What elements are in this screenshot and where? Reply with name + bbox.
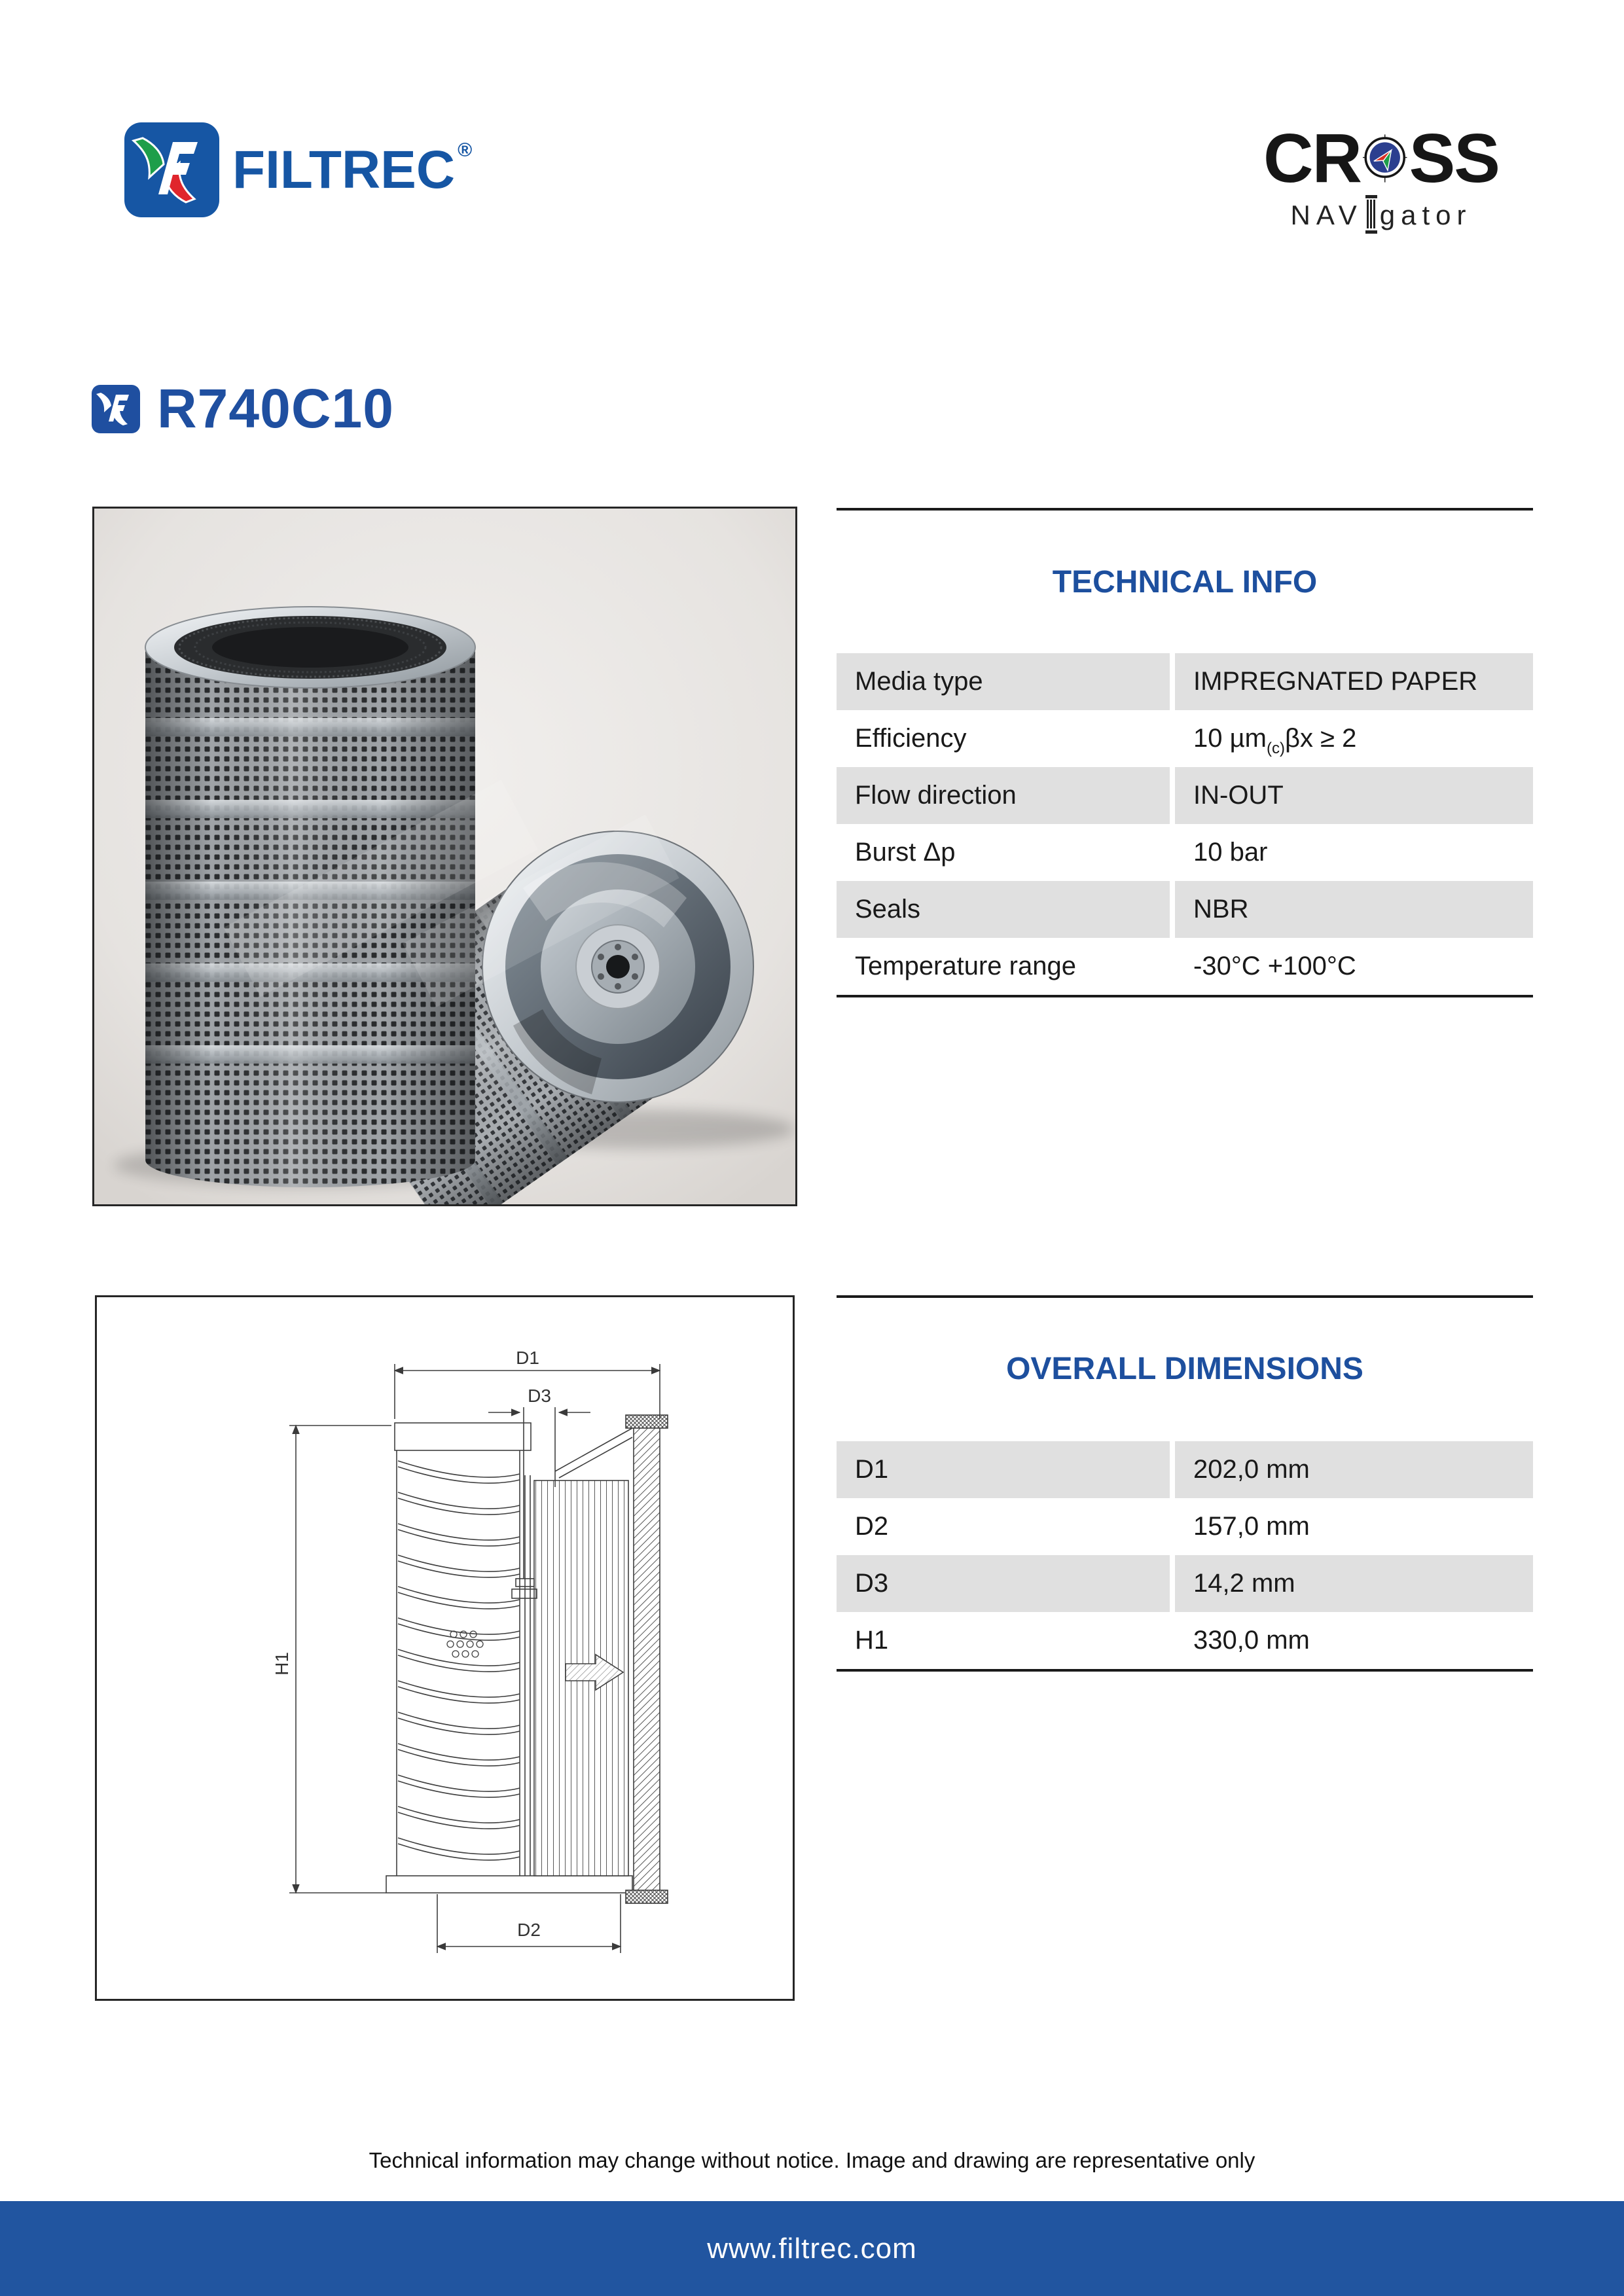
table-row <box>837 824 1533 881</box>
filtrec-logo-icon <box>124 122 219 217</box>
efficiency-beta: βx ≥ 2 <box>1284 724 1357 753</box>
tech-info-top-rule <box>837 508 1533 511</box>
spec-label: Media type <box>837 653 1170 710</box>
dim-value: 14,2 mm <box>1175 1555 1533 1612</box>
dim-value: 157,0 mm <box>1193 1512 1310 1541</box>
table-row <box>837 1441 1533 1498</box>
spec-label: Temperature range <box>855 952 1076 980</box>
registered-mark: ® <box>458 139 473 161</box>
drawing-h1-label: H1 <box>272 1652 292 1676</box>
technical-drawing <box>97 1297 793 1999</box>
table-row <box>837 1612 1533 1669</box>
footer-bar <box>0 2201 1624 2296</box>
dimensions-title: OVERALL DIMENSIONS <box>1006 1352 1363 1386</box>
product-code: R740C10 <box>157 378 394 439</box>
spec-label: Burst Δp <box>855 838 956 867</box>
column-icon <box>1364 195 1379 236</box>
spec-label: Efficiency <box>855 724 967 753</box>
dim-value: 330,0 mm <box>1193 1626 1310 1655</box>
efficiency-value: 10 µm <box>1193 724 1267 753</box>
spec-label: Flow direction <box>837 767 1170 824</box>
dim-label: H1 <box>855 1626 889 1655</box>
nav-word-pre: NAV <box>1290 200 1363 230</box>
tech-info-table <box>837 653 1533 995</box>
dimensions-top-rule <box>837 1295 1533 1298</box>
table-row <box>837 653 1533 710</box>
website-link[interactable]: www.filtrec.com <box>707 2232 917 2265</box>
spec-label: Seals <box>837 881 1170 938</box>
nav-word-post: gator <box>1379 200 1472 230</box>
spec-value: 10 bar <box>1193 838 1268 867</box>
spec-value <box>1175 710 1533 767</box>
product-photo <box>94 509 795 1204</box>
spec-value: IN-OUT <box>1175 767 1533 824</box>
footer-disclaimer: Technical information may change without notice. Image and drawing are representative only <box>369 2148 1255 2172</box>
table-row <box>837 710 1533 767</box>
technical-drawing-frame <box>95 1295 795 2001</box>
dimensions-bottom-rule <box>837 1669 1533 1672</box>
filtrec-logo <box>124 122 473 217</box>
table-row <box>837 1555 1533 1612</box>
product-title-row <box>92 377 394 440</box>
filtrec-wordmark: FILTREC <box>232 140 456 200</box>
cross-navigator-logo <box>1263 120 1499 236</box>
tech-info-bottom-rule <box>837 995 1533 997</box>
compass-icon <box>1363 124 1407 192</box>
table-row <box>837 938 1533 995</box>
drawing-d1-label: D1 <box>516 1348 539 1368</box>
table-row <box>837 1498 1533 1555</box>
cross-word-pre: CR <box>1263 120 1362 197</box>
table-row <box>837 767 1533 824</box>
dim-label: D2 <box>855 1512 889 1541</box>
drawing-d2-label: D2 <box>517 1920 541 1940</box>
dimensions-table <box>837 1441 1533 1669</box>
cross-word-post: SS <box>1409 120 1499 197</box>
tech-info-title: TECHNICAL INFO <box>1052 565 1318 600</box>
dim-label: D3 <box>837 1555 1170 1612</box>
spec-value: IMPREGNATED PAPER <box>1175 653 1533 710</box>
spec-value: -30°C +100°C <box>1193 952 1356 980</box>
efficiency-subscript: (c) <box>1266 739 1285 757</box>
product-brand-icon <box>92 385 140 433</box>
cross-wordmark <box>1263 120 1499 197</box>
drawing-d3-label: D3 <box>528 1386 551 1406</box>
spec-value: NBR <box>1175 881 1533 938</box>
dim-label: D1 <box>837 1441 1170 1498</box>
table-row <box>837 881 1533 938</box>
navigator-wordmark <box>1263 195 1499 236</box>
dim-value: 202,0 mm <box>1175 1441 1533 1498</box>
product-photo-frame <box>92 507 797 1206</box>
